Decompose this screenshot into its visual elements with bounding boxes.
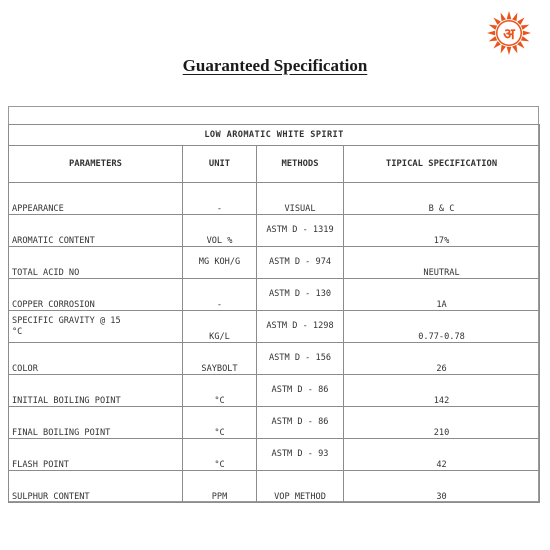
parameter-cell: SPECIFIC GRAVITY @ 15 °C xyxy=(9,311,183,343)
method-cell: ASTM D - 974 xyxy=(257,247,344,279)
method-cell: ASTM D - 156 xyxy=(257,343,344,375)
sun-ray xyxy=(517,17,524,24)
spec-cell: NEUTRAL xyxy=(344,247,540,279)
logo-glyph: अ xyxy=(503,25,515,43)
method-cell: ASTM D - 86 xyxy=(257,375,344,407)
parameter-cell: FINAL BOILING POINT xyxy=(9,407,183,439)
method-cell: ASTM D - 130 xyxy=(257,279,344,311)
unit-cell: MG KOH/G xyxy=(183,247,257,279)
sun-ray xyxy=(521,36,529,41)
parameter-cell: COLOR xyxy=(9,343,183,375)
table-row xyxy=(9,439,540,471)
spec-cell: 42 xyxy=(344,439,540,471)
sun-ray xyxy=(489,36,497,41)
spec-cell: 17% xyxy=(344,215,540,247)
spec-cell: 142 xyxy=(344,375,540,407)
spec-cell: B & C xyxy=(344,183,540,215)
table-row xyxy=(9,471,540,503)
spec-cell: 26 xyxy=(344,343,540,375)
sun-ray xyxy=(521,25,529,30)
method-cell: ASTM D - 1298 xyxy=(257,311,344,343)
sun-ray xyxy=(512,45,517,53)
table-row xyxy=(9,375,540,407)
sun-ray xyxy=(523,31,531,36)
unit-cell: °C xyxy=(183,439,257,471)
parameter-cell: TOTAL ACID NO xyxy=(9,247,183,279)
sun-ray xyxy=(487,31,495,36)
table-row xyxy=(9,311,540,343)
sun-ray xyxy=(501,13,506,21)
method-cell: VISUAL xyxy=(257,183,344,215)
unit-cell: KG/L xyxy=(183,311,257,343)
table-caption: LOW AROMATIC WHITE SPIRIT xyxy=(9,125,540,146)
parameter-cell: SULPHUR CONTENT xyxy=(9,471,183,503)
sun-ray xyxy=(517,41,524,48)
page-title: Guaranteed Specification xyxy=(182,56,368,75)
sun-ray xyxy=(507,47,512,55)
sun-ray xyxy=(507,11,512,19)
table-row xyxy=(9,279,540,311)
sun-ray xyxy=(493,41,500,48)
method-cell: ASTM D - 86 xyxy=(257,407,344,439)
method-cell: VOP METHOD xyxy=(257,471,344,503)
unit-cell: - xyxy=(183,183,257,215)
table-row xyxy=(9,247,540,279)
unit-cell: °C xyxy=(183,375,257,407)
sun-ray xyxy=(512,13,517,21)
parameter-cell: APPEARANCE xyxy=(9,183,183,215)
spec-cell: 30 xyxy=(344,471,540,503)
sun-om-logo-icon xyxy=(486,10,532,56)
unit-cell: SAYBOLT xyxy=(183,343,257,375)
method-cell: ASTM D - 93 xyxy=(257,439,344,471)
header-methods: METHODS xyxy=(257,146,344,183)
parameter-cell: AROMATIC CONTENT xyxy=(9,215,183,247)
spec-cell: 0.77-0.78 xyxy=(344,311,540,343)
parameter-cell: FLASH POINT xyxy=(9,439,183,471)
sun-ray xyxy=(501,45,506,53)
parameter-cell: COPPER CORROSION xyxy=(9,279,183,311)
header-parameters: PARAMETERS xyxy=(9,146,183,183)
sun-ray xyxy=(493,17,500,24)
unit-cell: PPM xyxy=(183,471,257,503)
spec-cell: 210 xyxy=(344,407,540,439)
table-row xyxy=(9,215,540,247)
specification-table xyxy=(8,124,540,503)
method-cell: ASTM D - 1319 xyxy=(257,215,344,247)
unit-cell: VOL % xyxy=(183,215,257,247)
table-row xyxy=(9,343,540,375)
sun-ray xyxy=(489,25,497,30)
header-unit: UNIT xyxy=(183,146,257,183)
unit-cell: °C xyxy=(183,407,257,439)
spec-cell: 1A xyxy=(344,279,540,311)
parameter-cell: INITIAL BOILING POINT xyxy=(9,375,183,407)
unit-cell: - xyxy=(183,279,257,311)
header-typical-specification: TIPICAL SPECIFICATION xyxy=(344,146,540,183)
table-row xyxy=(9,183,540,215)
table-row xyxy=(9,407,540,439)
